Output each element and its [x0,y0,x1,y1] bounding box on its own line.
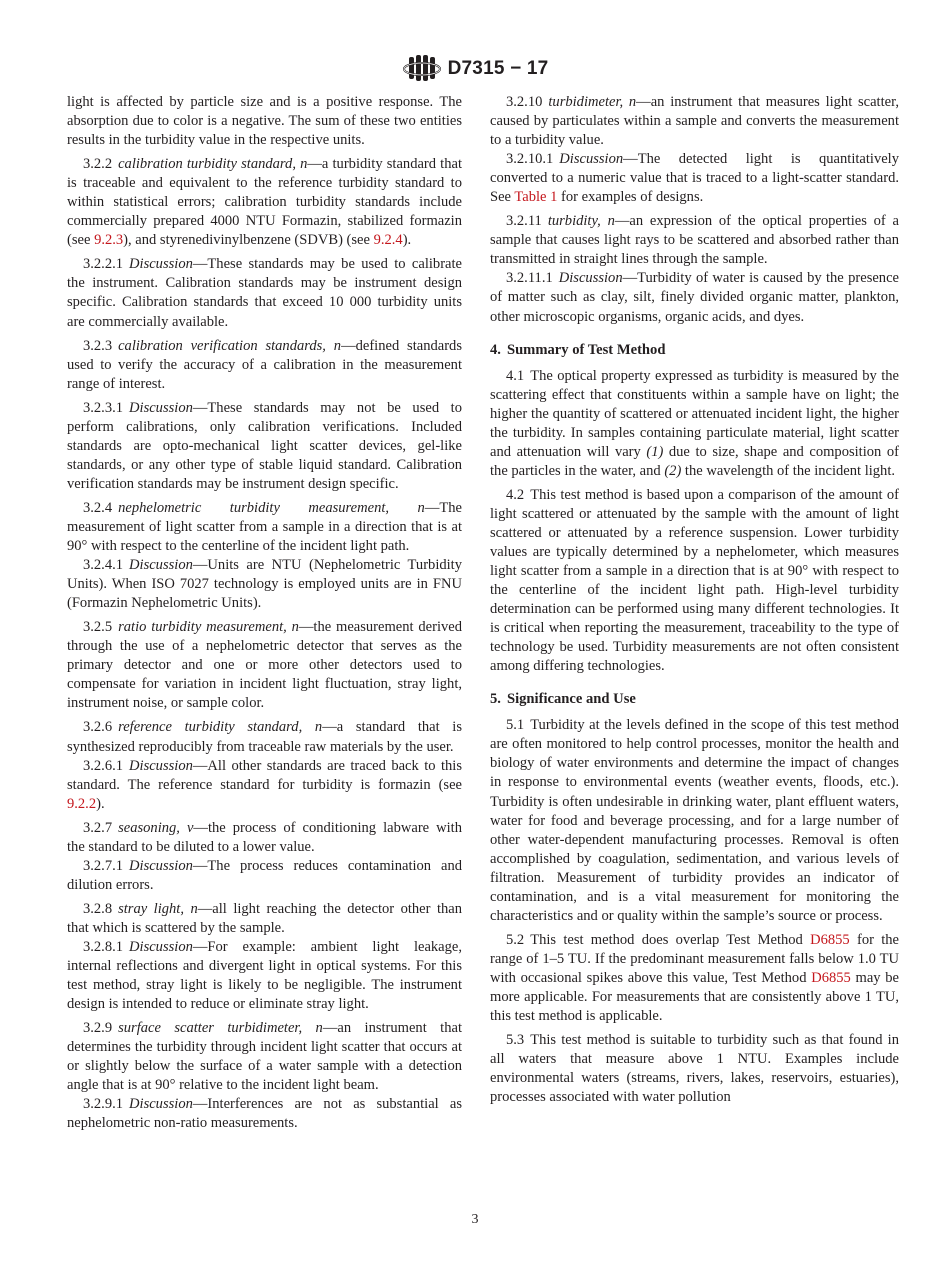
link-d6855[interactable]: D6855 [811,969,851,986]
section-number: 3.2.8 [83,900,113,917]
part-of-speech: n [628,94,637,110]
discussion-text: —The detected light is quantitatively converted to a numeric value that is traced to a light-scatter standard. See [490,151,899,206]
page-header [0,52,950,86]
definition-3-2-7 [67,819,462,857]
link-d6855[interactable]: D6855 [810,931,850,948]
discussion-label: Discussion [559,151,624,168]
discussion-3-2-3-1 [67,399,462,494]
document-id: D7315 − 17 [447,58,549,79]
part-of-speech: n [314,719,323,736]
discussion-text: —The process reduces contamination and dilution errors. [67,857,462,893]
section-number: 3.2.9 [83,1020,113,1037]
discussion-text: —Units are NTU (Nephelometric Turbidity Units). When ISO 7027 technology is employed units are in FNU (Formazin Nephelometric Units). [67,557,462,612]
section-number: 3.2.9.1 [83,1096,124,1113]
definition-3-2-6 [67,718,462,756]
defined-term: turbidity, [547,213,601,230]
link-9-2-2[interactable]: 9.2.2 [67,795,97,812]
part-of-speech: n [417,499,425,516]
definition-3-2-9 [67,1019,462,1095]
defined-term: calibration verification standards, [118,337,326,354]
enumerator: (2) [664,462,682,479]
paragraph-text: light is affected by particle size and is a positive response. The absorption due to color is a negative. The sum of these two entities results in the turbidity value in the respective units. [67,94,462,149]
discussion-text: for examples of designs. [557,189,704,206]
paragraph-5-2 [490,931,899,1026]
definition-text: —a turbidity standard that is traceable and equivalent to the reference turbidity standard to within statistical errors; calibration turbidity standards include commercially prepared 4000 NTU Formazin, stabilized formazin (see [67,156,462,249]
discussion-3-2-8-1 [67,938,462,1014]
section-heading-4 [490,341,899,360]
paragraph-text: This test method is suitable to turbidity such as that found in all waters that measure above 1 NTU. Examples include environmental waters (streams, rivers, lakes, reservoirs, estuaries), processes associated with water pollution [490,1032,899,1106]
discussion-text: —These standards may be used to calibrate the instrument. Calibration standards may be instrument design specific. Calibration standards that exceed 10 000 turbidity units are commercially available. [67,256,462,330]
section-number: 3.2.2 [83,156,113,173]
part-of-speech: v [186,819,194,836]
enumerator: (1) [646,443,664,460]
section-number: 3.2.3 [83,337,113,354]
paragraph-4-2 [490,486,899,676]
section-heading-5 [490,690,899,709]
section-number: 3.2.8.1 [83,938,124,955]
discussion-3-2-10-1 [490,150,899,207]
section-heading-title: Significance and Use [506,691,636,708]
definition-3-2-4 [67,499,462,556]
section-number: 3.2.7 [83,819,113,836]
discussion-text: —Turbidity of water is caused by the presence of matter such as clay, silt, finely divided organic matter, plankton, other microscopic organisms, organic acids, and dyes. [490,270,899,325]
link-9-2-4[interactable]: 9.2.4 [373,232,403,249]
section-number: 5.3 [506,1032,525,1049]
definition-text: —an expression of the optical properties of a sample that causes light rays to be scattered and absorbed rather than transmitted in straight lines through the sample. [490,213,899,268]
discussion-3-2-2-1 [67,255,462,331]
page-number: 3 [471,1212,479,1227]
discussion-text: —Interferences are not as substantial as nephelometric non-ratio measurements. [67,1096,462,1132]
discussion-text: —These standards may not be used to perform calibrations, only calibration verifications. Included standards are opto-mechanical light scatter devices, gel-like standards, or any other type of stable liquid standard. Calibration verification standards may be instrument design specific. [67,399,462,492]
paragraph-text: The optical property expressed as turbidity is measured by the scattering effect that constituents within a sample have on light; the higher the quantity of scattered or attenuated incident light, the higher the turbidity. In samples containing particulate material, light scatter and attenuation will vary [490,367,899,460]
definition-3-2-11 [490,212,899,269]
section-heading-number: 5. [490,691,501,708]
paragraph-text: may be more applicable. For measurements that are consistently above 1 TU, this test method is applicable. [490,969,899,1025]
definition-3-2-8 [67,900,462,938]
discussion-label: Discussion [129,557,193,574]
definition-3-2-2 [67,155,462,250]
discussion-text: ). [96,795,105,812]
section-number: 5.2 [506,931,525,948]
discussion-label: Discussion [558,270,623,287]
paragraph-text: the wavelength of the incident light. [681,462,895,479]
definition-text: —a standard that is synthesized reproducibly from traceable raw materials by the user. [67,719,463,755]
defined-term: nephelometric turbidity measurement, [118,499,390,516]
definition-text: —an instrument that measures light scatter, caused by particulates within a sample and converts the measurement to a turbidity value. [490,94,899,149]
paragraph-continuation [67,93,462,150]
part-of-speech: n [300,156,308,173]
section-number: 3.2.2.1 [83,256,124,273]
definition-3-2-3 [67,337,462,394]
link-table-1[interactable]: Table 1 [514,189,558,206]
definition-text: —an instrument that determines the turbidity through incident light scatter that occurs at or slightly below the surface of a water sample with a detection angle that is at 90° relative to the incident light beam. [67,1020,462,1094]
paragraph-text: for the range of 1–5 TU. If the predominant measurement falls below 1.0 TU with occasional spikes above this value, Test Method [490,931,899,986]
discussion-3-2-4-1 [67,556,462,613]
section-number: 3.2.6.1 [83,757,124,774]
defined-term: seasoning, [118,819,180,836]
discussion-3-2-7-1 [67,857,462,895]
section-number: 3.2.4.1 [83,557,124,574]
paragraph-text: This test method is based upon a comparison of the amount of light scattered or attenuated by the sample with the amount of light scattered or attenuated by a reference suspension. Lower turbidity values are typically determined by a nephelometer, which measures light scatter from a sample in a direction that is at 90° with respect to the centerline of the incident light path. High-level turbidity determination can be performed using many different technologies. It is critical when reporting the measurement, traceability to the type of technology be used. Turbidity measurements are not often consistent among differing technologies. [490,486,899,675]
definition-text: ), and styrenedivinylbenzene (SDVB) (see [123,232,374,249]
discussion-3-2-6-1 [67,757,462,814]
discussion-label: Discussion [129,399,193,416]
paragraph-text: This test method does overlap Test Method [530,931,811,948]
definition-text: ). [402,232,412,249]
section-number: 3.2.4 [83,499,113,516]
discussion-3-2-11-1 [490,269,899,326]
link-9-2-3[interactable]: 9.2.3 [94,232,124,249]
defined-term: calibration turbidity standard, [118,156,296,173]
part-of-speech: n [333,337,342,354]
paragraph-text: due to size, shape and composition of the particles in the water, and [490,443,899,479]
definition-3-2-10 [490,93,899,150]
section-number: 3.2.11.1 [506,270,553,287]
discussion-label: Discussion [129,857,193,874]
left-column [67,93,462,1138]
section-number: 4.1 [506,367,525,384]
defined-term: reference turbidity standard, [118,719,303,736]
part-of-speech: n [291,619,299,636]
section-number: 3.2.7.1 [83,857,124,874]
defined-term: ratio turbidity measurement, [118,619,287,636]
discussion-label: Discussion [129,757,193,774]
discussion-text: —All other standards are traced back to this standard. The reference standard for turbidity is formazin (see [67,757,462,793]
definition-text: —the process of conditioning labware with the standard to be diluted to a lower value. [67,819,463,855]
section-number: 3.2.6 [83,719,113,736]
section-number: 5.1 [506,717,525,734]
section-number: 3.2.11 [506,213,542,230]
paragraph-4-1 [490,367,899,481]
discussion-label: Discussion [129,256,193,273]
section-number: 3.2.3.1 [83,399,124,416]
part-of-speech: n [190,900,198,917]
section-heading-number: 4. [490,341,501,358]
definition-text: —all light reaching the detector other than that which is scattered by the sample. [67,900,462,936]
section-number: 4.2 [506,486,525,503]
definition-text: —defined standards used to verify the accuracy of a calibration in the measurement range of interest. [67,337,462,392]
definition-text: —the measurement derived through the use of a nephelometric detector that serves as the primary detector and one or more other detectors used to compensate for variation in incident light fluctuation, stray light, instrument noise, or sample color. [67,619,462,712]
paragraph-text: Turbidity at the levels defined in the scope of this test method are often monitored to help control processes, monitor the health and biology of water environments and determine the impact of changes in response to environmental events (weather events, floods, etc.). Turbidity is often undesirable in drinking water, plant effluent waters, water for food and beverage processing, and for a large number of other water-dependent manufacturing processes. Removal is often accomplished by coagulation, sedimentation, and various levels of filtration. Measurement of turbidity provides an indicator of contamination, and is a vital measurement for monitoring the characteristics and or quality within the sample’s source or process. [490,717,899,924]
discussion-label: Discussion [129,1096,193,1113]
part-of-speech: n [607,213,615,230]
defined-term: turbidimeter, [548,94,624,110]
defined-term: stray light, [118,900,184,917]
discussion-3-2-9-1 [67,1095,462,1133]
part-of-speech: n [315,1020,323,1037]
definition-3-2-5 [67,618,462,713]
section-heading-title: Summary of Test Method [506,341,666,358]
paragraph-5-1 [490,716,899,926]
definition-text: —The measurement of light scatter from a sample in a direction that is at 90° with respect to the centerline of the incident light path. [67,499,462,555]
discussion-text: —For example: ambient light leakage, internal reflections and divergent light in optical systems. For this test method, stray light is likely to be negligible. The instrument design is intended to reduce or eliminate stray light. [67,938,462,1013]
section-number: 3.2.10.1 [506,151,554,168]
discussion-label: Discussion [129,938,193,955]
astm-logo-icon [402,53,442,85]
section-number: 3.2.5 [83,619,113,636]
right-column [490,93,899,1112]
section-number: 3.2.10 [506,94,543,110]
paragraph-5-3 [490,1031,899,1107]
defined-term: surface scatter turbidimeter, [118,1020,303,1037]
